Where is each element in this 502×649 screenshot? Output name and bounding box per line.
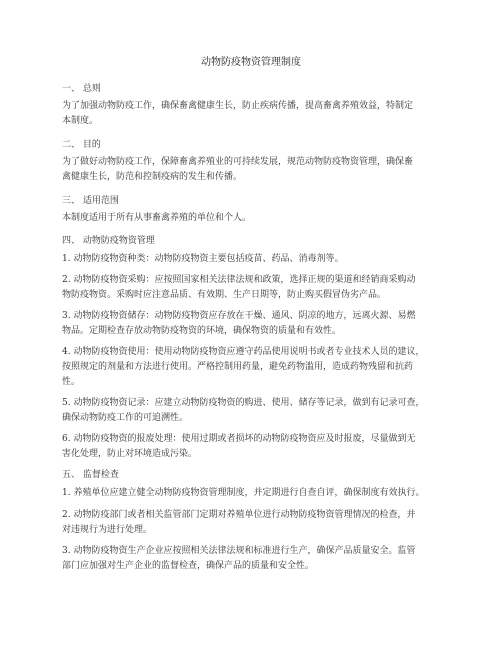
list-item-procurement bbox=[62, 273, 442, 303]
list-item-storage bbox=[62, 309, 442, 339]
list-item-line: 确保动物防疫工作的可追溯性。 bbox=[62, 413, 189, 423]
list-item-manufacturers bbox=[62, 544, 442, 574]
paragraph-line: 禽健康生长，防范和控制疫病的发生和传播。 bbox=[62, 172, 243, 182]
list-item-line: 4. 动物防疫物资使用：使用动物防疫物资应遵守药品使用说明书或者专业技术人员的建议， bbox=[62, 347, 425, 357]
list-item-types bbox=[62, 252, 442, 267]
paragraph-line: 本制度适用于所有从事畜禽养殖的单位和个人。 bbox=[62, 213, 252, 223]
paragraph-purpose bbox=[62, 155, 442, 185]
section-heading-general: 一、 总则 bbox=[62, 84, 101, 94]
list-item-self-check bbox=[62, 486, 442, 501]
list-item-line: 2. 动物防疫物资采购：应按照国家相关法律法规和政策，选择正规的渠道和经销商采购动 bbox=[62, 275, 416, 285]
list-item-line: 部门应加强对生产企业的监督检查，确保产品的质量和安全性。 bbox=[62, 561, 315, 571]
list-item-line: 6. 动物防疫物资的报废处理：使用过期或者损坏的动物防疫物资应及时报废，尽量做到无 bbox=[62, 434, 416, 444]
list-item-line: 2. 动物防疫部门或者相关监管部门定期对养殖单位进行动物防疫物资管理情况的检查，并 bbox=[62, 510, 416, 520]
paragraph-general bbox=[62, 99, 442, 129]
section-heading-supervision: 五、 监督检查 bbox=[62, 470, 119, 480]
section-heading-purpose: 二、 目的 bbox=[62, 140, 101, 150]
list-item-inspection bbox=[62, 508, 442, 538]
list-item-line: 对违规行为进行处理。 bbox=[62, 525, 153, 535]
list-item-line: 性。 bbox=[62, 377, 81, 387]
list-item-line: 按照规定的剂量和方法进行使用。严格控制用药量，避免药物滥用，造成药物残留和抗药 bbox=[62, 362, 414, 372]
paragraph-scope bbox=[62, 211, 442, 226]
list-item-usage bbox=[62, 345, 442, 390]
paragraph-line: 本制度。 bbox=[62, 116, 99, 126]
paragraph-line: 为了加强动物防疫工作，确保畜禽健康生长，防止疾病传播，提高畜禽养殖效益，特制定 bbox=[62, 101, 414, 111]
list-item-line: 物防疫物资。采购时应注意品质、有效期、生产日期等，防止购买假冒伪劣产品。 bbox=[62, 290, 387, 300]
document-title: 动物防疫物资管理制度 bbox=[201, 57, 301, 68]
section-heading-management: 四、 动物防疫物资管理 bbox=[62, 236, 155, 246]
list-item-line: 1. 动物防疫物资种类：动物防疫物资主要包括疫苗、药品、消毒剂等。 bbox=[62, 254, 344, 264]
section-heading-scope: 三、 适用范围 bbox=[62, 196, 119, 206]
list-item-line: 1. 养殖单位应建立健全动物防疫物资管理制度，并定期进行自查自评，确保制度有效执行。 bbox=[62, 488, 425, 498]
list-item-records bbox=[62, 396, 442, 426]
list-item-line: 5. 动物防疫物资记录：应建立动物防疫物资的购进、使用、储存等记录，做到有记录可查， bbox=[62, 398, 425, 408]
list-item-disposal bbox=[62, 432, 442, 462]
paragraph-line: 为了做好动物防疫工作，保障畜禽养殖业的可持续发展，规范动物防疫物资管理，确保畜 bbox=[62, 157, 414, 167]
list-item-line: 3. 动物防疫物资生产企业应按照相关法律法规和标准进行生产，确保产品质量安全。监管 bbox=[62, 546, 416, 556]
list-item-line: 害化处理，防止对环境造成污染。 bbox=[62, 449, 198, 459]
list-item-line: 3. 动物防疫物资储存：动物防疫物资应存放在干燥、通风、阴凉的地方，远离火源、易燃 bbox=[62, 311, 416, 321]
list-item-line: 物品。定期检查存放动物防疫物资的环境，确保物资的质量和有效性。 bbox=[62, 326, 342, 336]
